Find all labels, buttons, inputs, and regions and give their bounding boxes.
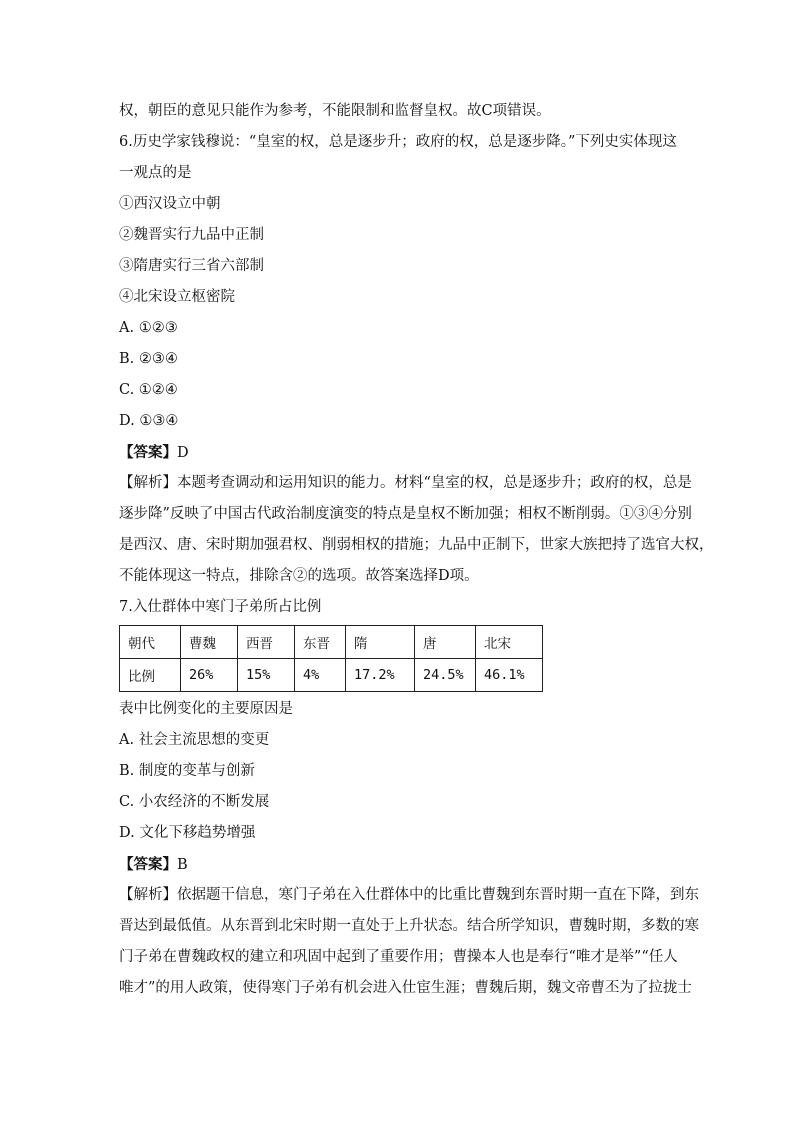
table-cell: 隋 xyxy=(346,626,415,659)
q7-analysis-line-2: 晋达到最低值。从东晋到北宋时期一直处于上升状态。结合所学知识，曹魏时期，多数的寒 xyxy=(119,918,699,934)
q6-analysis-line-3: 是西汉、唐、宋时期加强君权、削弱相权的措施；九品中正制下，世家大族把持了选官大权， xyxy=(119,537,714,553)
q7-analysis-line-4: 唯才”的用人政策，使得寒门子弟有机会进入仕宦生涯；曹魏后期，魏文帝曹丕为了拉拢士 xyxy=(119,980,692,996)
q6-analysis-line-2: 逐步降”反映了中国古代政治制度演变的特点是皇权不断加强；相权不断削弱。①③④分别 xyxy=(119,506,692,522)
table-cell: 曹魏 xyxy=(181,626,238,659)
table-row xyxy=(120,659,543,692)
table-cell: 朝代 xyxy=(120,626,181,659)
table-cell: 唐 xyxy=(415,626,476,659)
q6-analysis-line-4: 不能体现这一特点，排除含②的选项。故答案选择D项。 xyxy=(119,568,479,584)
q6-option-a: A. ①②③ xyxy=(119,320,178,336)
document-page xyxy=(119,96,714,1004)
q6-answer-label: 【答案】 xyxy=(119,444,177,461)
q7-answer xyxy=(119,849,679,880)
table-cell: 4% xyxy=(295,659,346,692)
q6-option-b: B. ②③④ xyxy=(119,351,178,367)
table-cell: 15% xyxy=(238,659,295,692)
q6-option-d: D. ①③④ xyxy=(119,413,179,429)
table-cell: 46.1% xyxy=(476,659,543,692)
q7-option-b: B. 制度的变革与创新 xyxy=(119,763,255,779)
q7-ratio-table xyxy=(119,625,543,692)
q7-answer-value: B xyxy=(177,857,188,873)
q6-analysis-line-1: 【解析】本题考查调动和运用知识的能力。材料“皇室的权，总是逐步升；政府的权，总是 xyxy=(119,475,692,491)
prev-explanation-tail: 权，朝臣的意见只能作为参考，不能限制和监督皇权。故C项错误。 xyxy=(119,103,551,119)
question-6 xyxy=(119,127,714,592)
q6-statement-2: ②魏晋实行九品中正制 xyxy=(119,227,264,243)
table-cell: 比例 xyxy=(120,659,181,692)
q6-answer xyxy=(119,437,679,468)
q7-analysis-line-3: 门子弟在曹魏政权的建立和巩固中起到了重要作用；曹操本人也是奉行“唯才是举”“任人 xyxy=(119,949,678,965)
table-header-row xyxy=(120,626,543,659)
q6-stem-line-2: 一观点的是 xyxy=(119,165,192,181)
q7-question: 表中比例变化的主要原因是 xyxy=(119,701,293,717)
q7-option-a: A. 社会主流思想的变更 xyxy=(119,732,270,748)
q6-statement-1: ①西汉设立中朝 xyxy=(119,196,221,212)
q7-option-c: C. 小农经济的不断发展 xyxy=(119,794,270,810)
table-cell: 26% xyxy=(181,659,238,692)
table-cell: 西晋 xyxy=(238,626,295,659)
q7-title: 7.入仕群体中寒门子弟所占比例 xyxy=(119,599,322,615)
q6-stem-line-1: 6.历史学家钱穆说：“皇室的权，总是逐步升；政府的权，总是逐步降。”下列史实体现这 xyxy=(119,134,677,150)
q6-answer-value: D xyxy=(177,445,189,461)
table-cell: 17.2% xyxy=(346,659,415,692)
table-cell: 东晋 xyxy=(295,626,346,659)
q6-statement-4: ④北宋设立枢密院 xyxy=(119,289,235,305)
q7-option-d: D. 文化下移趋势增强 xyxy=(119,825,256,841)
table-cell: 24.5% xyxy=(415,659,476,692)
q7-answer-label: 【答案】 xyxy=(119,856,177,873)
q6-statement-3: ③隋唐实行三省六部制 xyxy=(119,258,264,274)
q6-option-c: C. ①②④ xyxy=(119,382,178,398)
table-cell: 北宋 xyxy=(476,626,543,659)
q7-analysis-line-1: 【解析】依据题干信息，寒门子弟在入仕群体中的比重比曹魏到东晋时期一直在下降，到东 xyxy=(119,887,699,903)
question-7 xyxy=(119,592,699,1004)
